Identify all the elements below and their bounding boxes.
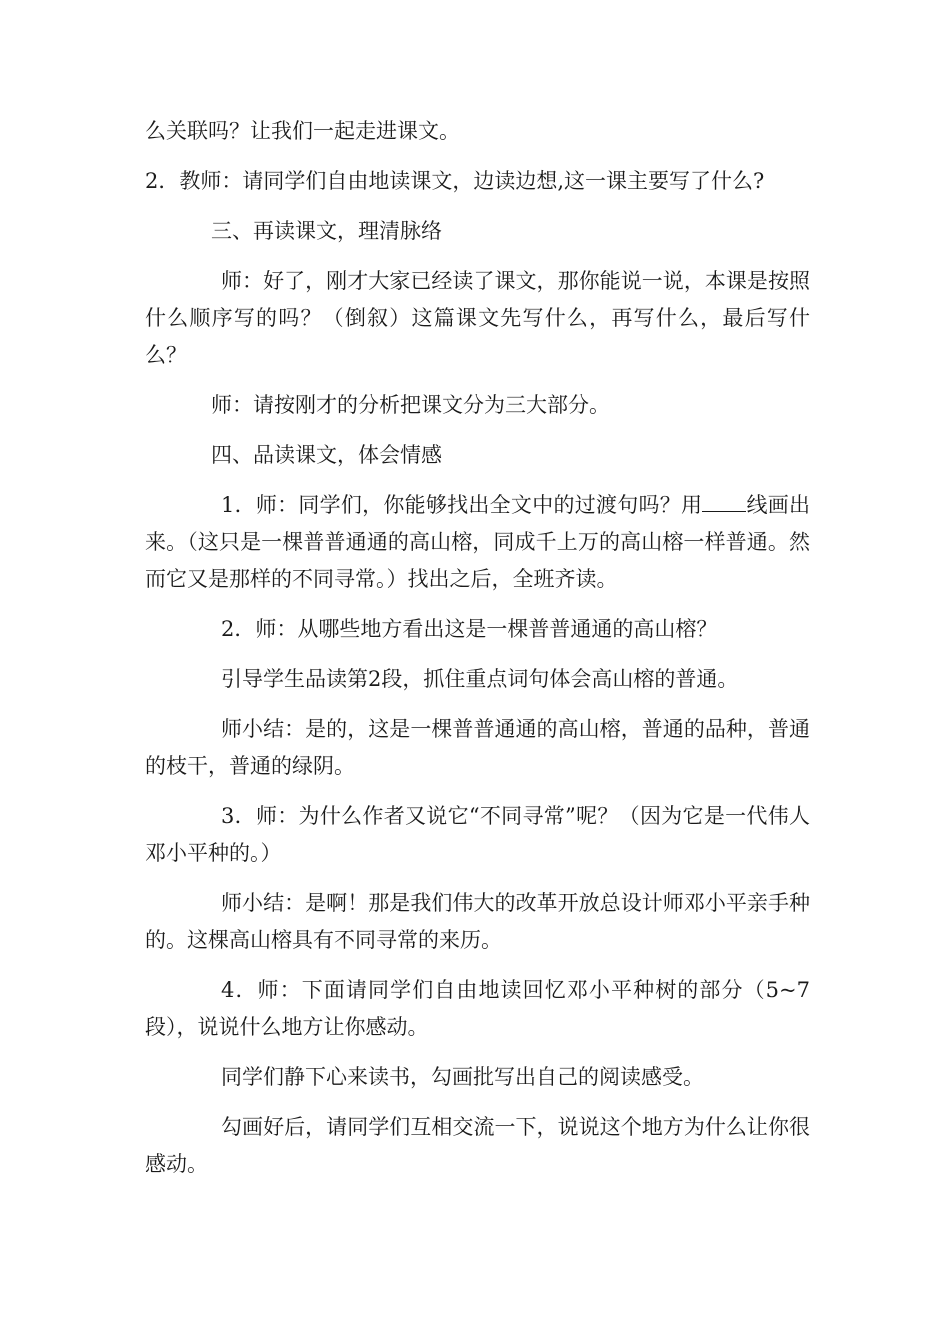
document-body	[145, 113, 810, 1196]
paragraph-summary-1: 师小结：是的，这是一棵普普通通的高山榕，普通的品种，普通的枝干，普通的绿阴。	[145, 717, 810, 778]
paragraph-step-2-teacher: 2．教师：请同学们自由地读课文，边读边想,这一课主要写了什么?	[145, 169, 765, 193]
transition-text-before: 1．师：同学们，你能够找出全文中的过渡句吗？用	[221, 493, 703, 517]
paragraph-divide-parts: 师：请按刚才的分析把课文分为三大部分。	[211, 393, 610, 417]
transition-text-after: 线画出来。（这只是一棵普普通通的高山榕，同成千上万的高山榕一样普通。然而它又是那样的不同寻常。）找出之后，全班齐读。	[145, 493, 811, 591]
paragraph-summary-2: 师小结：是啊！那是我们伟大的改革开放总设计师邓小平亲手种的。这棵高山榕具有不同寻常的来历。	[145, 891, 810, 952]
paragraph-intro-continuation: 么关联吗？让我们一起走进课文。	[145, 119, 460, 143]
paragraph-reading-order: 师：好了，刚才大家已经读了课文，那你能说一说，本课是按照什么顺序写的吗？（倒叙）这篇课文先写什么，再写什么，最后写什么？	[145, 269, 810, 367]
paragraph-silent-reading: 同学们静下心来读书，勾画批写出自己的阅读感受。	[221, 1065, 704, 1089]
paragraph-question-3: 3．师：为什么作者又说它“不同寻常”呢？（因为它是一代伟人邓小平种的。）	[145, 804, 810, 865]
paragraph-question-4: 4．师：下面请同学们自由地读回忆邓小平种树的部分（5~7段），说说什么地方让你感动。	[145, 978, 810, 1039]
paragraph-question-2: 2．师：从哪些地方看出这是一棵普普通通的高山榕？	[221, 617, 718, 641]
section-heading-4: 四、品读课文，体会情感	[211, 443, 442, 467]
paragraph-guide-reading: 引导学生品读第2段，抓住重点词句体会高山榕的普通。	[221, 667, 739, 691]
paragraph-transition-sentence	[145, 487, 810, 598]
paragraph-exchange: 勾画好后，请同学们互相交流一下，说说这个地方为什么让你很感动。	[145, 1115, 810, 1176]
section-heading-3: 三、再读课文，理清脉络	[211, 219, 442, 243]
fill-in-blank-line	[702, 489, 746, 512]
